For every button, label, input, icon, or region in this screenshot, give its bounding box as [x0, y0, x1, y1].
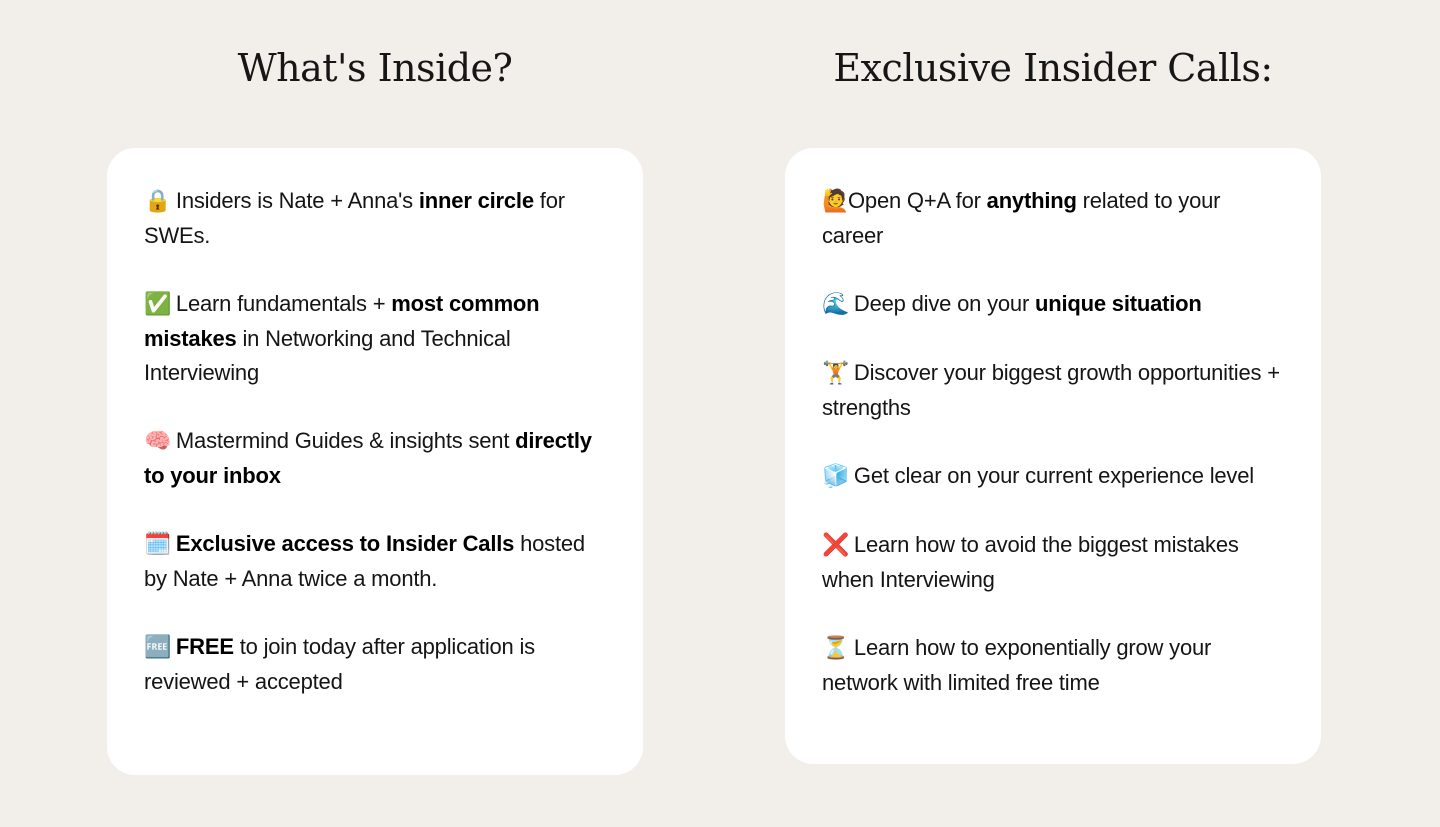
weightlifter-icon: 🏋️: [822, 361, 850, 386]
check-mark-icon: ✅: [144, 292, 172, 317]
whats-inside-title: What's Inside?: [237, 46, 513, 90]
item-bold-text: anything: [986, 188, 1077, 213]
cross-mark-icon: ❌: [822, 533, 850, 558]
item-text: Learn how to avoid the biggest mistakes when Interviewing: [822, 532, 1239, 592]
item-text: in Networking and Technical Interviewing: [144, 326, 511, 385]
list-item: [822, 356, 1287, 425]
list-item: [822, 184, 1287, 253]
ice-cube-icon: 🧊: [822, 464, 850, 489]
list-item: [144, 184, 609, 253]
item-bold-text: unique situation: [1034, 291, 1202, 316]
list-item: [822, 459, 1287, 494]
insider-calls-card: [785, 148, 1321, 764]
hourglass-icon: ⏳: [822, 636, 850, 661]
insider-calls-title: Exclusive Insider Calls:: [833, 46, 1273, 90]
list-item: [822, 528, 1287, 597]
item-bold-text: directly to your inbox: [144, 428, 592, 488]
free-icon: 🆓: [144, 635, 172, 660]
item-bold-text: Exclusive access to Insider Calls: [175, 531, 515, 556]
item-text: Mastermind Guides & insights sent: [170, 428, 516, 453]
item-text: hosted by Nate + Anna twice a month.: [144, 531, 585, 591]
item-text: Discover your biggest growth opportunities + strengths: [822, 360, 1280, 420]
item-bold-text: most common mistakes: [144, 291, 540, 351]
item-text: Get clear on your current experience level: [848, 463, 1254, 488]
item-bold-text: FREE: [175, 634, 234, 659]
item-text: Learn fundamentals +: [170, 291, 392, 316]
list-item: [144, 527, 609, 596]
raised-hand-icon: 🙋: [822, 189, 850, 214]
item-bold-text: inner circle: [418, 188, 534, 213]
item-text: Open Q+A for: [848, 188, 987, 213]
item-text: to join today after application is reviewed + accepted: [144, 634, 535, 694]
list-item: [822, 631, 1287, 700]
item-text: Deep dive on your: [848, 291, 1035, 316]
list-item: [822, 287, 1287, 322]
calendar-icon: 🗓️: [144, 532, 172, 557]
item-text: related to your career: [822, 188, 1221, 248]
list-item: [144, 630, 609, 699]
list-item: [144, 287, 609, 390]
whats-inside-card: [107, 148, 643, 775]
list-item: [144, 424, 609, 493]
lock-icon: 🔒: [144, 189, 172, 214]
item-text: Learn how to exponentially grow your network with limited free time: [822, 635, 1212, 695]
item-text: for SWEs.: [144, 188, 565, 248]
wave-icon: 🌊: [822, 292, 850, 317]
item-text: Insiders is Nate + Anna's: [170, 188, 419, 213]
brain-icon: 🧠: [144, 429, 172, 454]
